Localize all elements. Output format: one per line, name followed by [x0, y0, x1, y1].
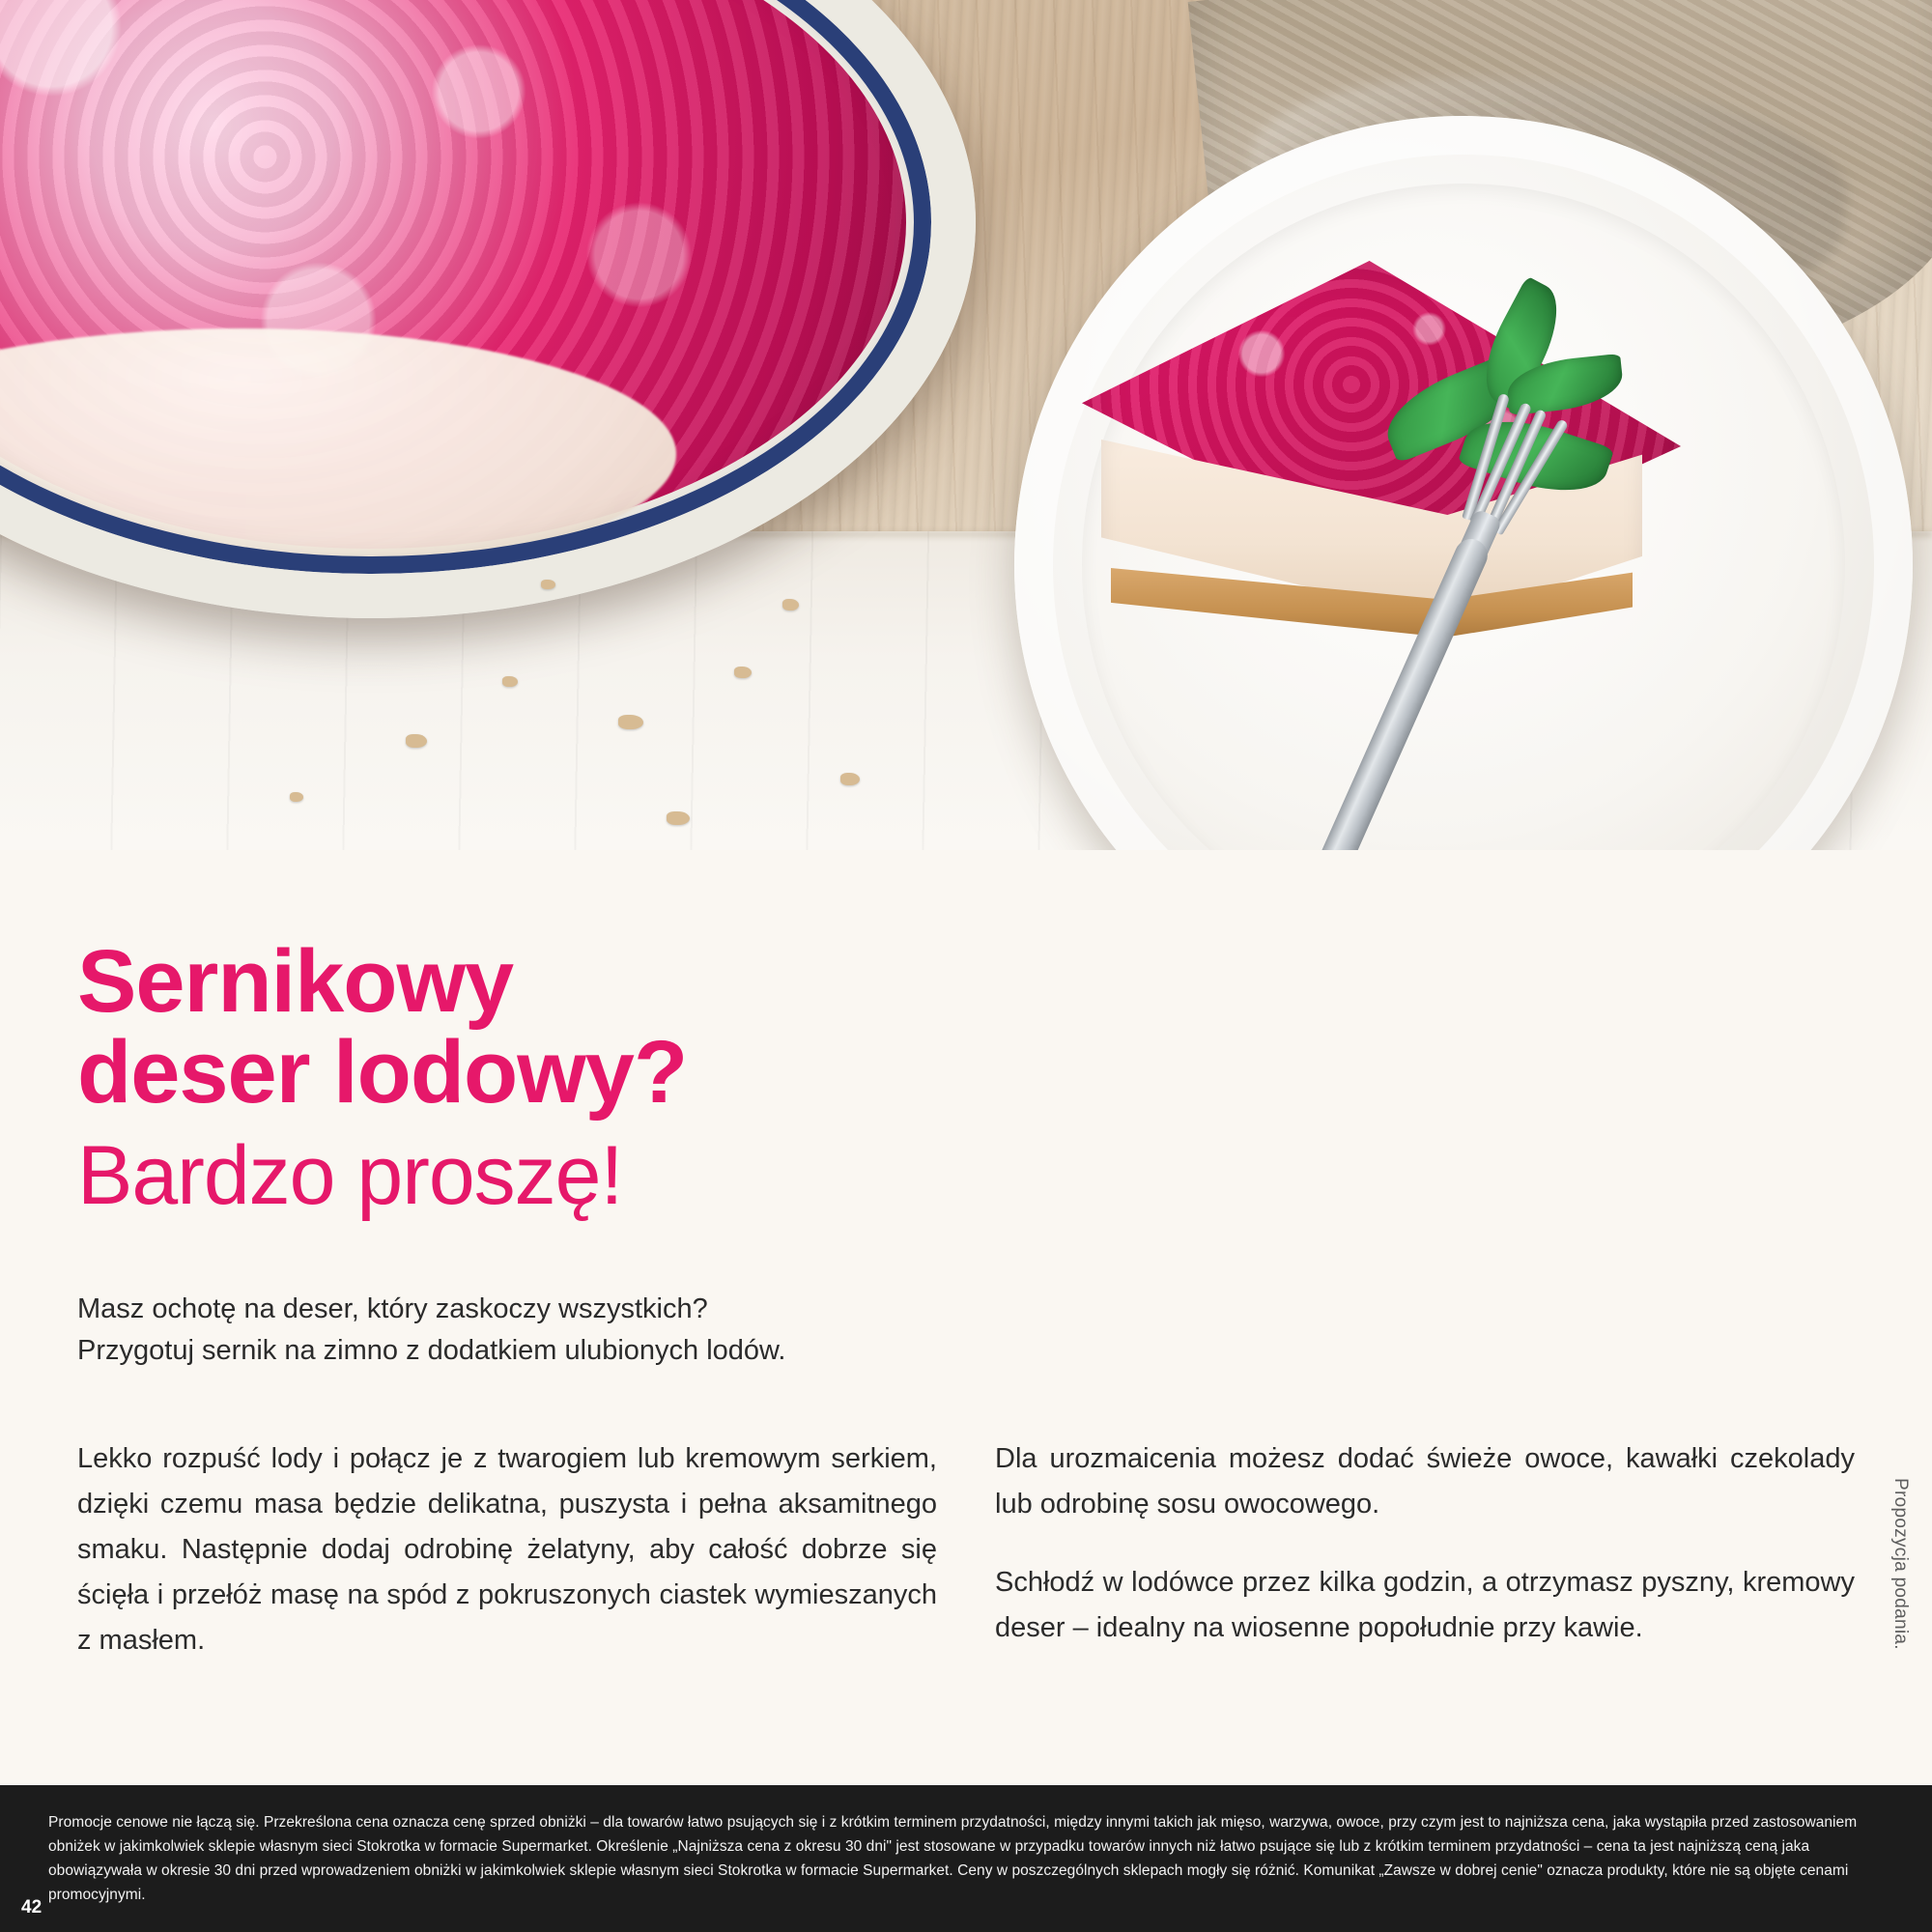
crumb [502, 676, 518, 687]
crumb [541, 580, 555, 589]
crumb [618, 715, 643, 729]
page-title [77, 932, 1855, 1122]
cheesecake-dish [0, 0, 976, 618]
page-number: 42 [21, 1897, 43, 1918]
body-paragraph: Schłodź w lodówce przez kilka godzin, a otrzymasz pyszny, kremowy deser – idealny na wiosenne popołudnie przy kawie. [995, 1566, 1855, 1643]
footer-disclaimer-bar [0, 1785, 1932, 1932]
intro-paragraph [77, 1289, 1140, 1373]
crumb [782, 599, 799, 611]
crumb [406, 734, 427, 748]
crumb [840, 773, 860, 785]
page-subtitle: Bardzo proszę! [77, 1128, 623, 1222]
crumb [667, 811, 690, 825]
body-column-left [77, 1436, 937, 1663]
article-content [0, 850, 1932, 1816]
body-columns [77, 1436, 1855, 1663]
photo-credit: Propozycja podania. [1890, 1478, 1911, 1650]
body-paragraph: Dla urozmaicenia możesz dodać świeże owoce, kawałki czekolady lub odrobinę sosu owocowego. [995, 1442, 1855, 1520]
hero-photo [0, 0, 1932, 850]
intro-line-1: Masz ochotę na deser, który zaskoczy wszystkich? [77, 1293, 708, 1324]
intro-line-2: Przygotuj sernik na zimno z dodatkiem ulubionych lodów. [77, 1335, 786, 1367]
body-paragraph: Lekko rozpuść lody i połącz je z twarogiem lub kremowym serkiem, dzięki czemu masa będzie delikatna, puszysta i pełna aksamitnego smaku. Następnie dodaj odrobinę żelatyny, aby całość dobrze się ścięła i przełóż masę na spód z pokruszonych ciastek wymieszanych z masłem. [77, 1442, 937, 1656]
crumb [734, 667, 752, 678]
footer-disclaimer-text: Promocje cenowe nie łączą się. Przekreślona cena oznacza cenę sprzed obniżki – dla towarów łatwo psujących się i z krótkim terminem przydatności, między innymi takich jak mięso, warzywa, owoce, przy czym jest to najniższa cena, jaka wystąpiła przed zastosowaniem obniżek w jakimkolwiek sklepie własnym sieci Stokrotka w formacie Supermarket. Określenie „Najniższa cena z okresu 30 dni" jest stosowane w przypadku towarów innych niż łatwo psujące się lub z krótkim terminem przydatności – cena ta jest najniższą ceną jaka obowiązywała w okresie 30 dni przed wprowadzeniem obniżki w jakimkolwiek sklepie własnym sieci Stokrotka w formacie Supermarket. Ceny w poszczególnych sklepach mogły się różnić. Komunikat „Zawsze w dobrej cenie" oznacza produkty, które nie są objęte cenami promocyjnymi. [48, 1814, 1858, 1904]
headline-line-2: deser lodowy? [77, 1022, 688, 1122]
body-column-right [995, 1436, 1855, 1663]
crumb [290, 792, 303, 802]
headline-line-1: Sernikowy [77, 932, 514, 1031]
